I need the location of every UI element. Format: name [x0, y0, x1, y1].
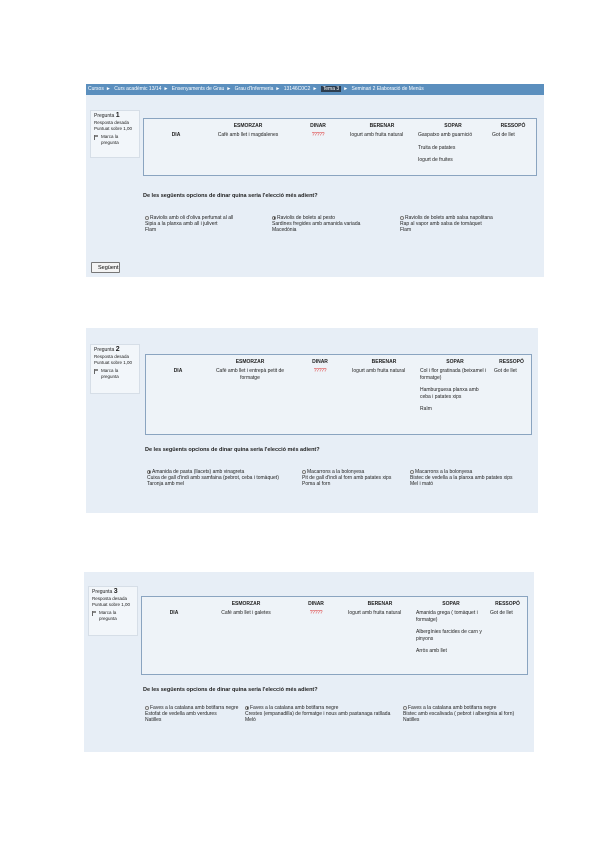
breadcrumb-tema[interactable]: Tema 3: [322, 86, 340, 92]
cell-berenar: Iogurt amb fruita natural: [348, 610, 402, 616]
header-sopar: SOPAR: [442, 601, 460, 607]
breadcrumb-separator-icon: ►: [312, 86, 318, 92]
menu-table-3: [141, 596, 528, 675]
header-berenar: BERENAR: [371, 359, 397, 365]
radio-button[interactable]: [403, 706, 407, 710]
header-dinar: DINAR: [310, 123, 326, 129]
radio-button[interactable]: [400, 216, 404, 220]
radio-button-selected[interactable]: [147, 470, 151, 474]
header-esmorzar: ESMORZAR: [231, 601, 261, 607]
radio-button-selected[interactable]: [272, 216, 276, 220]
cell-ressopo: Got de llet: [494, 368, 517, 374]
answer-status: Resposta desada: [94, 353, 130, 359]
cell-esmorzar: Cafè amb llet i galetes: [221, 610, 271, 616]
breadcrumb-course-code[interactable]: 13146C0C2: [283, 86, 311, 92]
breadcrumb-separator-icon: ►: [275, 86, 281, 92]
day-label: DIA: [171, 132, 181, 138]
breadcrumb-separator-icon: ►: [163, 86, 169, 92]
cell-dinar: ?????: [309, 610, 323, 616]
header-esmorzar: ESMORZAR: [233, 123, 263, 129]
score-info: Puntuat sobre 1,00: [92, 602, 131, 607]
header-ressopo: RESSOPÓ: [499, 359, 524, 365]
answer-option-b[interactable]: Raviolis de bolets al pesto Sardines fregides amb amanida variada Macedònia: [272, 215, 361, 233]
flag-question-link[interactable]: Marca la pregunta: [92, 610, 134, 623]
question-text: De les següents opcions de dinar quina seria l'elecció més adient?: [143, 687, 318, 693]
question-number: Pregunta 3: [92, 588, 118, 595]
cell-sopar: Amanida grega ( tomàquet i formatge) Albergínies farcides de carn y pinyons Arròs amb llet: [416, 610, 482, 654]
question-panel-2: [86, 328, 538, 513]
answer-options: [145, 215, 528, 233]
cell-dinar: ?????: [313, 368, 327, 374]
cell-sopar: Gaspatxo amb guarnició Truita de patates Iogurt de fruites: [418, 132, 473, 163]
breadcrumb-ensenyaments[interactable]: Ensenyaments de Grau: [171, 86, 225, 92]
question-panel-3: [84, 572, 534, 752]
cell-sopar: Col i flor gratinada (beixamel i formatge) Hamburguesa planxa amb ceba i patates xips Raïm: [420, 368, 487, 412]
cell-esmorzar: Cafè amb llet i magdalenes: [217, 132, 279, 138]
question-number: Pregunta 2: [94, 346, 120, 353]
header-dinar: DINAR: [312, 359, 328, 365]
breadcrumb: [86, 84, 544, 95]
score-info: Puntuat sobre 1,00: [94, 360, 133, 365]
day-label: DIA: [169, 610, 179, 616]
flag-icon: [94, 369, 99, 374]
flag-question-link[interactable]: Marca la pregunta: [94, 368, 136, 381]
header-dinar: DINAR: [308, 601, 324, 607]
question-info-2: [90, 344, 140, 394]
radio-button[interactable]: [302, 470, 306, 474]
next-button[interactable]: Següent: [91, 262, 120, 273]
header-sopar: SOPAR: [446, 359, 464, 365]
answer-option-a[interactable]: Faves a la catalana amb botifarra negre Estofat de vedella amb verdures Natilles: [145, 705, 239, 723]
answer-option-b[interactable]: Macarrons a la bolonyesa Pit de gall d'indi al forn amb patates xips Poma al forn: [302, 469, 392, 487]
breadcrumb-seminari[interactable]: Seminari 2 Elaboració de Menús: [351, 86, 424, 92]
answer-option-a[interactable]: Raviolis amb oli d'oliva perfumat al all Sipia a la planxa amb all i julivert Flam: [145, 215, 234, 233]
flag-question-link[interactable]: Marca la pregunta: [94, 134, 136, 147]
flag-icon: [92, 611, 97, 616]
question-info-1: [90, 110, 140, 158]
breadcrumb-separator-icon: ►: [226, 86, 232, 92]
header-sopar: SOPAR: [444, 123, 462, 129]
radio-button[interactable]: [410, 470, 414, 474]
answer-option-b[interactable]: Faves a la catalana amb botifarra negre Crestes (empanadilla) de formatge i nous amb pastanaga ratllada Meló: [245, 705, 391, 723]
cell-dinar: ?????: [311, 132, 325, 138]
radio-button-selected[interactable]: [245, 706, 249, 710]
flag-icon: [94, 135, 99, 140]
menu-table-1: [143, 118, 537, 176]
day-label: DIA: [173, 368, 183, 374]
answer-option-c[interactable]: Faves a la catalana amb botifarra negre Bistec amb escalivada ( pebrot i albergínia al forn) Natilles: [403, 705, 515, 723]
question-info-3: [88, 586, 138, 636]
breadcrumb-curs-academic[interactable]: Curs acadèmic 13/14: [114, 86, 162, 92]
cell-berenar: Iogurt amb fruita natural: [350, 132, 404, 138]
radio-button[interactable]: [145, 216, 149, 220]
breadcrumb-cursos[interactable]: Cursos: [88, 86, 104, 92]
answer-status: Resposta desada: [92, 595, 128, 601]
answer-option-c[interactable]: Raviolis de bolets amb salsa napolitana Rap al vapor amb salsa de tomàquet Flam: [400, 215, 493, 233]
question-text: De les següents opcions de dinar quina seria l'elecció més adient?: [143, 193, 318, 199]
cell-ressopo: Got de llet: [490, 610, 513, 616]
header-esmorzar: ESMORZAR: [235, 359, 265, 365]
radio-button[interactable]: [145, 706, 149, 710]
answer-status: Resposta desada: [94, 119, 130, 125]
score-info: Puntuat sobre 1,00: [94, 126, 133, 131]
menu-table-2: [145, 354, 532, 435]
header-berenar: BERENAR: [367, 601, 393, 607]
answer-options: [147, 469, 525, 487]
cell-ressopo: Got de llet: [492, 132, 515, 138]
question-text: De les següents opcions de dinar quina seria l'elecció més adient?: [145, 447, 320, 453]
header-berenar: BERENAR: [369, 123, 395, 129]
breadcrumb-separator-icon: ►: [105, 86, 111, 92]
cell-esmorzar: Cafè amb llet i entrepà petit de formatge: [215, 368, 285, 381]
question-number: Pregunta 1: [94, 112, 120, 119]
breadcrumb-grau[interactable]: Grau d'Infermeria: [234, 86, 274, 92]
answer-options: [145, 705, 525, 723]
question-panel-1: [86, 84, 544, 277]
breadcrumb-separator-icon: ►: [343, 86, 349, 92]
answer-option-a[interactable]: Amanida de pasta (llacets) amb vinagreta Cuixa de gall d'indi amb samfaina (pebrot, ceba i tomàquet) Taronja amb mel: [147, 469, 279, 487]
header-ressopo: RESSOPÓ: [495, 601, 520, 607]
cell-berenar: Iogurt amb fruita natural: [352, 368, 406, 374]
answer-option-c[interactable]: Macarrons a la bolonyesa Bistec de vedella a la planxa amb patates xips Mel i mató: [410, 469, 513, 487]
header-ressopo: RESSOPÓ: [500, 123, 526, 129]
